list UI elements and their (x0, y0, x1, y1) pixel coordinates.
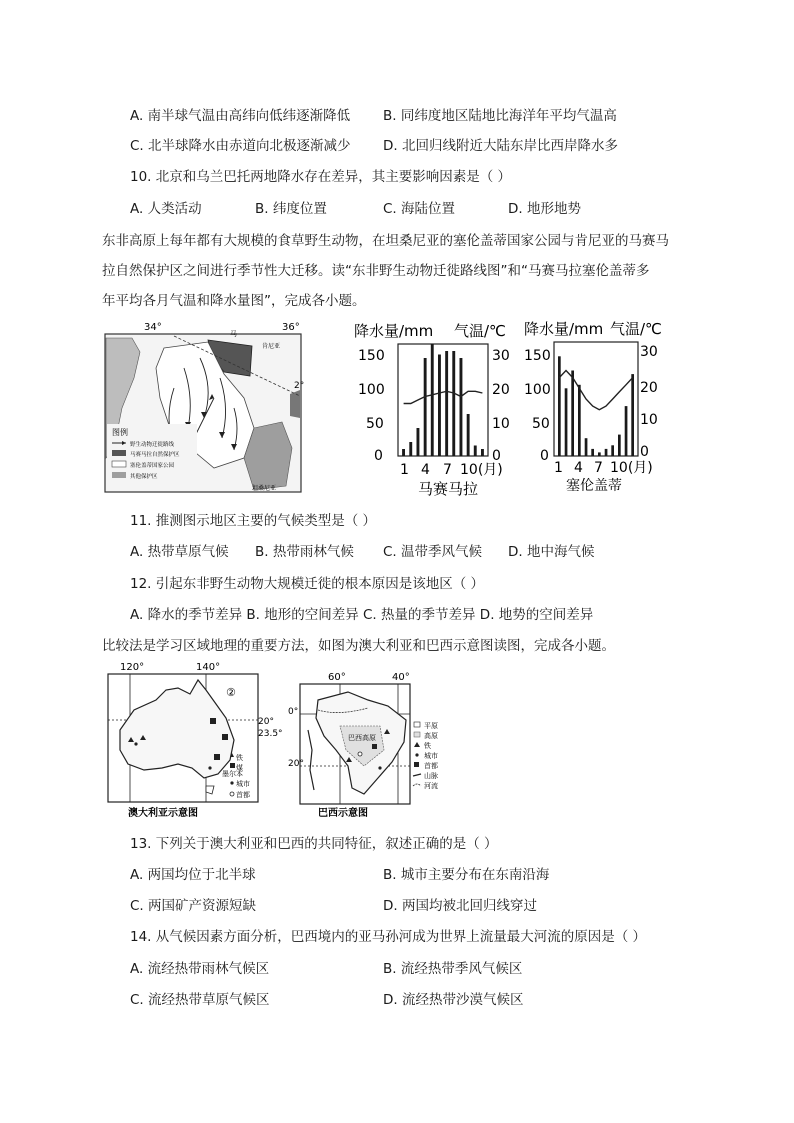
q10-stem: 10. 北京和乌兰巴托两地降水存在差异，其主要影响因素是（ ） (130, 169, 512, 185)
q9-option-d: D. 北回归线附近大陆东岸比西岸降水多 (383, 138, 618, 154)
q9-option-a: A. 南半球气温由高纬向低纬逐渐降低 (130, 108, 351, 124)
chart1-precip-bar-12 (481, 449, 484, 456)
map1-legend-item-3: 塞伦盖蒂国家公园 (130, 463, 175, 469)
passage1-line-3: 年平均各月气温和降水量图”，完成各小题。 (102, 293, 366, 309)
chart2-title: 塞伦盖蒂 (566, 478, 622, 494)
chart2-y-tick-150: 150 (524, 348, 551, 364)
chart1-y2-tick-20: 20 (492, 382, 510, 398)
chart1-x-tick-1: 1 (400, 462, 409, 478)
chart1-y-tick-50: 50 (366, 416, 384, 432)
q10-option-c: C. 海陆位置 (383, 201, 456, 217)
chart2-y-tick-50: 50 (532, 416, 550, 432)
q9-option-c: C. 北半球降水由赤道向北极逐渐减少 (130, 138, 351, 154)
chart2-precip-bar-10 (618, 435, 621, 456)
brazil-map (288, 670, 458, 820)
chart1-temperature-line (404, 391, 483, 403)
q13-stem: 13. 下列关于澳大利亚和巴西的共同特征，叙述正确的是（ ） (130, 836, 498, 852)
migration-map (104, 318, 304, 494)
q13-option-a: A. 两国均位于北半球 (130, 867, 256, 883)
chart1-y-tick-100: 100 (358, 382, 385, 398)
chart2-x-tick-4: 4 (574, 460, 583, 476)
chart2-precip-bar-9 (611, 445, 614, 456)
chart1-precip-bar-2 (409, 442, 412, 456)
chart1-y2-tick-0: 0 (492, 448, 501, 464)
br-lat-20: 20° (288, 759, 304, 769)
passage1-line-1: 东非高原上每年都有大规模的食草野生动物，在坦桑尼亚的塞伦盖蒂国家公园与肯尼亚的马赛马 (102, 233, 669, 249)
br-lon-60: 60° (328, 672, 346, 683)
chart1-y2-tick-30: 30 (492, 348, 510, 364)
q14-option-a: A. 流经热带雨林气候区 (130, 961, 270, 977)
chart1-precip-bar-11 (474, 446, 477, 457)
au-circled-label: ② (226, 686, 236, 699)
q11-option-d: D. 地中海气候 (508, 544, 595, 560)
q10-option-b: B. 纬度位置 (255, 201, 327, 217)
chart1-precip-bar-10 (467, 414, 470, 456)
q10-option-d: D. 地形地势 (508, 201, 581, 217)
q14-option-b: B. 流经热带季风气候区 (383, 961, 523, 977)
q10-option-a: A. 人类活动 (130, 201, 202, 217)
q13-option-c: C. 两国矿产资源短缺 (130, 898, 257, 914)
chart1-x-tick-4: 4 (421, 462, 430, 478)
chart1-precip-bar-1 (402, 449, 405, 456)
q12-options: A. 降水的季节差异 B. 地形的空间差异 C. 热量的季节差异 D. 地势的空间差异 (130, 607, 594, 623)
au-legend-iron: 铁 (236, 754, 243, 762)
chart1-precip-bar-3 (417, 428, 420, 456)
chart2-y2-tick-20: 20 (640, 380, 658, 396)
australia-map (106, 660, 283, 820)
map1-lon-36: 36° (282, 322, 300, 333)
chart2-y-tick-100: 100 (524, 382, 551, 398)
br-legend-plain: 平原 (424, 722, 438, 730)
au-lon-140: 140° (196, 662, 221, 673)
br-legend-iron: 铁 (424, 742, 431, 750)
map1-lat-2: 2° (294, 381, 305, 391)
passage2-line: 比较法是学习区域地理的重要方法，如图为澳大利亚和巴西示意图读图，完成各小题。 (102, 638, 615, 654)
au-caption: 澳大利亚示意图 (128, 808, 198, 819)
au-city-label: 墨尔本 (222, 770, 243, 778)
q11-stem: 11. 推测图示地区主要的气候类型是（ ） (130, 513, 377, 529)
chart2-precip-bar-12 (631, 374, 634, 456)
chart2-precip-bar-11 (625, 406, 628, 456)
passage1-line-2: 拉自然保护区之间进行季节性大迁移。读“东非野生动物迁徙路线图”和“马赛马拉塞伦盖蒂多 (102, 263, 650, 279)
chart2-y2-tick-0: 0 (640, 444, 649, 460)
chart2-precip-bar-6 (591, 449, 594, 456)
q14-option-c: C. 流经热带草原气候区 (130, 992, 270, 1008)
chart2-precip-bar-1 (558, 356, 561, 456)
q11-option-b: B. 热带雨林气候 (255, 544, 354, 560)
chart1-precip-bar-9 (460, 358, 463, 456)
au-legend-city: 城市 (236, 780, 250, 788)
chart1-precip-bar-5 (431, 344, 434, 456)
br-legend-plateau: 高原 (424, 732, 438, 740)
q9-option-b: B. 同纬度地区陆地比海洋年平均气温高 (383, 108, 617, 124)
chart2-y-tick-0: 0 (540, 448, 549, 464)
au-legend-coal: 煤 (236, 764, 243, 772)
climate-charts (348, 314, 672, 500)
chart1-precip-label: 降水量/mm (354, 322, 434, 340)
br-plateau-label: 巴西高原 (348, 734, 376, 742)
chart2-y2-tick-10: 10 (640, 412, 658, 428)
chart2-precip-bar-5 (585, 438, 588, 456)
chart2-precip-bar-3 (571, 371, 574, 457)
q13-option-d: D. 两国均被北回归线穿过 (383, 898, 537, 914)
map1-label-tz: 坦桑尼亚 (252, 485, 277, 492)
au-lat-23: 23.5° (258, 729, 283, 739)
q13-option-b: B. 城市主要分布在东南沿海 (383, 867, 550, 883)
q11-option-a: A. 热带草原气候 (130, 544, 229, 560)
chart2-temp-label: 气温/℃ (610, 320, 662, 338)
chart2-x-tick-10: 10(月) (610, 460, 653, 476)
au-lat-20: 20° (258, 717, 274, 727)
br-legend-river: 河流 (424, 782, 438, 790)
map1-legend-item-1: 野生动物迁徙路线 (130, 442, 175, 448)
chart1-title: 马赛马拉 (418, 480, 479, 498)
chart2-y2-tick-30: 30 (640, 344, 658, 360)
map1-legend-title: 图例 (112, 428, 128, 437)
chart1-precip-bar-6 (438, 355, 441, 457)
q11-option-c: C. 温带季风气候 (383, 544, 483, 560)
au-legend-capital: 首都 (236, 791, 250, 799)
br-lat-0: 0° (288, 707, 299, 717)
chart1-x-tick-7: 7 (443, 462, 452, 478)
chart2-temperature-line (559, 371, 632, 410)
chart2-precip-bar-8 (605, 449, 608, 456)
chart-masai-mara (358, 344, 510, 498)
q14-stem: 14. 从气候因素方面分析，巴西境内的亚马孙河成为世界上流量最大河流的原因是（ ） (130, 929, 647, 945)
chart1-precip-bar-7 (445, 351, 448, 456)
map1-legend-item-2: 马赛马拉自然保护区 (130, 452, 180, 458)
br-lon-40: 40° (392, 672, 410, 683)
chart1-y-tick-0: 0 (374, 448, 383, 464)
au-lon-120: 120° (120, 662, 145, 673)
chart1-precip-bar-8 (452, 351, 455, 456)
br-legend-capital: 首都 (424, 762, 438, 770)
chart1-x-tick-10: 10(月) (460, 462, 503, 478)
chart1-precip-bar-4 (424, 358, 427, 456)
map1-label-ma: 马 (230, 330, 237, 338)
chart1-temp-label: 气温/℃ (454, 322, 506, 340)
br-legend-city: 城市 (424, 752, 438, 760)
chart2-x-tick-7: 7 (594, 460, 603, 476)
chart-serengeti (524, 342, 658, 494)
q12-stem: 12. 引起东非野生动物大规模迁徙的根本原因是该地区（ ） (130, 576, 485, 592)
chart1-y2-tick-10: 10 (492, 416, 510, 432)
chart2-x-tick-1: 1 (554, 460, 563, 476)
chart1-y-tick-150: 150 (358, 348, 385, 364)
chart2-precip-bar-7 (598, 452, 601, 456)
map1-legend-item-4: 其他保护区 (130, 474, 158, 480)
chart2-precip-bar-2 (565, 388, 568, 456)
q14-option-d: D. 流经热带沙漠气候区 (383, 992, 524, 1008)
chart2-precip-bar-4 (578, 385, 581, 456)
map1-label-kenya: 肯尼亚 (262, 343, 281, 350)
br-legend-mountain: 山脉 (424, 772, 438, 780)
br-caption: 巴西示意图 (318, 808, 368, 819)
chart2-precip-label: 降水量/mm (524, 320, 604, 338)
map1-lon-34: 34° (144, 322, 162, 333)
